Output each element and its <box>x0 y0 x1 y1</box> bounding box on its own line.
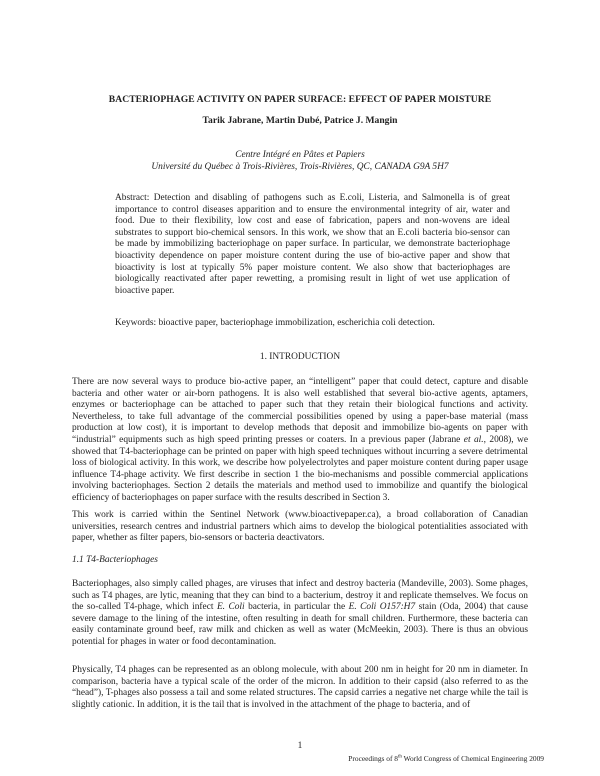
abstract: Abstract: Detection and disabling of pathogens such as E.coli, Listeria, and Salmonella is of great importance to control diseases apparition and to ensure the environmental integrity of air, water and food. Due to their flexibility, low cost and ease of fabrication, papers and non-wovens are ideal substrates to support bio-chemical sensors. In this work, we show that an E.coli bacteria bio-sensor can be made by immobilizing bacteriophage on paper surface. In particular, we demonstrate bacteriophage bioactivity dependence on paper moisture content during the use of bio-active paper and show that bioactivity is lost at typically 5% paper moisture content. We also show that bacteriophages are biologically reactivated after paper rewetting, a promising result in light of wet use application of bioactive paper. <box>115 193 510 296</box>
page-number: 1 <box>297 741 303 751</box>
intro-paragraph-1 <box>72 377 528 505</box>
t4-paragraph-2: Physically, T4 phages can be represented as an oblong molecule, with about 200 nm in height for 20 nm in diameter. In comparison, bacteria have a typical scale of the order of the micron. In addition to their capsid (also referred to as the “head”), T-phages also possess a tail and some related structures. The capsid carries a negative net charge while the tail is slightly cationic. In addition, it is the tail that is involved in the attachment of the phage to bacteria, and of <box>72 665 528 710</box>
footer-proceedings <box>348 754 544 763</box>
subsection-heading-t4: 1.1 T4-Bacteriophages <box>72 555 158 565</box>
section-heading-introduction: 1. INTRODUCTION <box>259 352 341 362</box>
p3-text-b: bacteria, in particular the <box>244 602 349 613</box>
intro-paragraph-2: This work is carried within the Sentinel Network (www.bioactivepaper.ca), a broad collaboration of Canadian universities, research centres and industrial partners which aims to develop the biological potentialities associated with paper, whether as filter papers, bio-sensors or bacteria deactivators. <box>72 510 528 544</box>
t4-paragraph-1 <box>72 579 528 649</box>
p3-text-a: Bacteriophages, also simply called phages, are viruses that infect and destroy bacteria (Mandeville, 2003). Some phages, such as T4 phages, are lytic, meaning that they can bind to a bacterium, destroy it and replicate themselves. We focus on the so-called T4-phage, which infect <box>72 579 528 613</box>
p3-strain: E. Coli O157:H7 <box>348 602 416 613</box>
p3-text-c: stain (Oda, 2004) that cause severe damage to the lining of the intestine, often resulting in death for small children. Furthermore, these bacteria can easily contaminate ground beef, raw milk and chicken as well as water (McMeekin, 2003). There is thus an obvious potential for phages in water or food decontamination. <box>72 602 528 647</box>
affiliation <box>0 149 600 173</box>
footer-text-a: Proceedings of 8 <box>348 754 398 763</box>
author-list: Tarik Jabrane, Martin Dubé, Patrice J. Mangin <box>202 115 398 126</box>
paper-title: BACTERIOPHAGE ACTIVITY ON PAPER SURFACE: EFFECT OF PAPER MOISTURE <box>108 94 492 105</box>
affiliation-address: Université du Québec à Trois-Rivières, Trois-Rivières, QC, CANADA G9A 5H7 <box>151 162 449 172</box>
footer-text-b: World Congress of Chemical Engineering 2009 <box>401 754 544 763</box>
p1-text-a: There are now several ways to produce bio-active paper, an “intelligent” paper that could detect, capture and disable bacteria and other water or air-born pathogens. It is also well established that several bio-active agents, aptamers, enzymes or bacteriophage can be attached to paper such that they retain their biological functions and activity. Nevertheless, to take full advantage of the commercial possibilities opened by using a paper-base material (mass production at low cost), it is important to develop methods that deposit and immobilize bio-agents on paper with “industrial” equipments such as high speed printing presses or coaters. In a previous paper (Jabrane <box>72 377 528 445</box>
p1-text-b: , 2008), we showed that T4-bacteriophage can be printed on paper with high speed techniques without incurring a severe detrimental loss of biological activity. In this work, we describe how polyelectrolytes and paper moisture content during paper usage influence T4-phage activity. We first describe in section 1 the bio-mechanisms and possible commercial applications involving bacteriophages. Section 2 details the materials and method used to immobilize and quantify the biological efficiency of bacteriophages on paper surface with the results described in Section 3. <box>72 434 528 503</box>
affiliation-institute: Centre Intégré en Pâtes et Papiers <box>235 150 365 160</box>
keywords: Keywords: bioactive paper, bacteriophage immobilization, escherichia coli detection. <box>115 318 435 328</box>
p1-et-al: et al. <box>463 434 484 445</box>
footer-sup: th <box>397 754 402 760</box>
p3-ecoli: E. Coli <box>216 602 245 613</box>
